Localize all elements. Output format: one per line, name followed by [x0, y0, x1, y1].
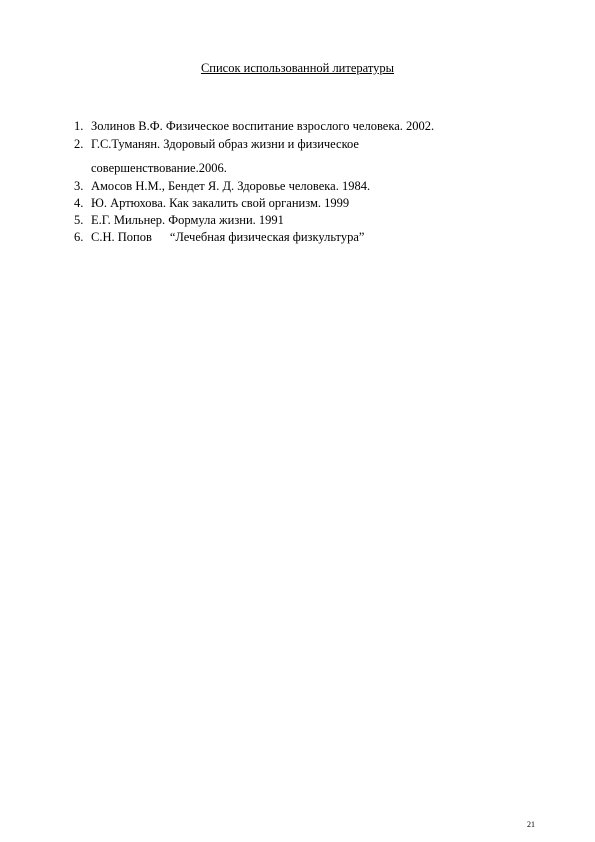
reference-item-2-continuation: совершенствование.2006. — [91, 161, 227, 175]
reference-item-2 — [74, 136, 534, 153]
reference-item-6 — [74, 229, 534, 246]
page-number: 21 — [527, 820, 535, 829]
reference-item-4 — [74, 195, 534, 212]
reference-title: “Лечебная физическая физкультура” — [169, 230, 365, 244]
page-title: Список использованной литературы — [200, 61, 395, 75]
reference-number: 5. — [74, 213, 84, 227]
reference-number: 1. — [74, 119, 84, 133]
reference-text: Ю. Артюхова. Как закалить свой организм. 1999 — [91, 196, 350, 210]
reference-item-5 — [74, 212, 534, 229]
reference-text: Е.Г. Мильнер. Формула жизни. 1991 — [91, 213, 284, 227]
reference-item-3 — [74, 178, 534, 195]
reference-number: 6. — [74, 230, 84, 244]
reference-item-1 — [74, 118, 534, 135]
reference-number: 4. — [74, 196, 84, 210]
reference-text: Золинов В.Ф. Физическое воспитание взрослого человека. 2002. — [91, 119, 435, 133]
reference-text: Амосов Н.М., Бендет Я. Д. Здоровье человека. 1984. — [91, 179, 371, 193]
reference-author: С.Н. Попов — [91, 230, 152, 244]
reference-text: Г.С.Туманян. Здоровый образ жизни и физическое — [91, 137, 359, 151]
reference-number: 3. — [74, 179, 84, 193]
reference-number: 2. — [74, 137, 84, 151]
